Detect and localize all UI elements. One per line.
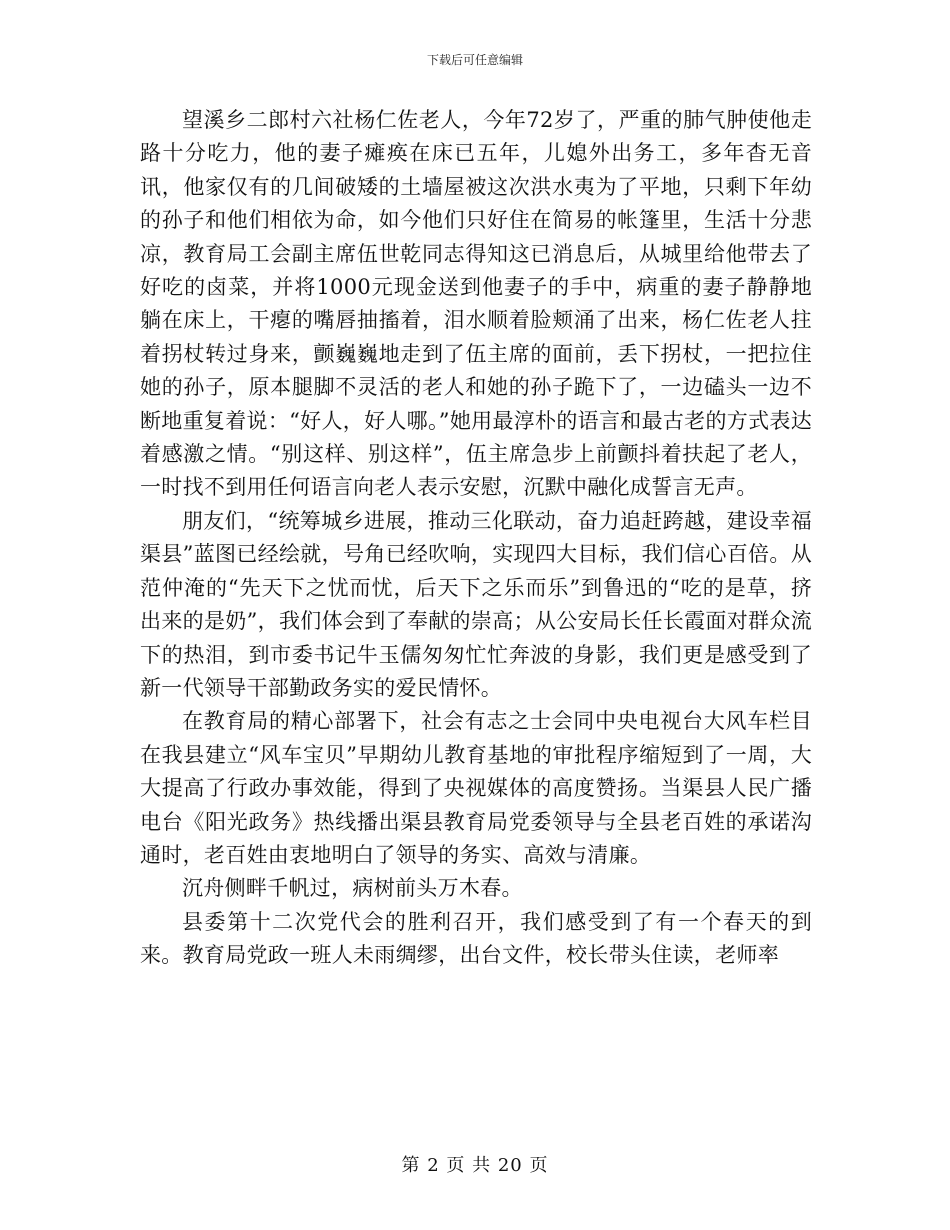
paragraph: 县委第十二次党代会的胜利召开，我们感受到了有一个春天的到来。教育局党政一班人未雨绸缪，出台文件，校长带头住读，老师率 [140, 909, 812, 968]
paragraph: 朋友们，“统筹城乡进展，推动三化联动，奋力追赶跨越，建设幸福渠县”蓝图已经绘就，号角已经吹响，实现四大目标，我们信心百倍。从范仲淹的“先天下之忧而忧，后天下之乐而乐”到鲁迅的“吃的是草，挤出来的是奶”，我们体会到了奉献的崇高；从公安局长任长霞面对群众流下的热泪，到市委书记牛玉儒匆匆忙忙奔波的身影，我们更是感受到了新一代领导干部勤政务实的爱民情怀。 [140, 508, 812, 700]
paragraph: 望溪乡二郎村六社杨仁佐老人，今年72岁了，严重的肺气肿使他走路十分吃力，他的妻子瘫痪在床已五年，儿媳外出务工，多年杳无音讯，他家仅有的几间破矮的土墙屋被这次洪水夷为了平地，只剩下年幼的孙子和他们相依为命，如今他们只好住在简易的帐篷里，生活十分悲凉，教育局工会副主席伍世乾同志得知这已消息后，从城里给他带去了好吃的卤菜，并将1000元现金送到他妻子的手中，病重的妻子静静地躺在床上，干瘪的嘴唇抽搐着，泪水顺着脸颊涌了出来，杨仁佐老人拄着拐杖转过身来，颤巍巍地走到了伍主席的面前，丢下拐杖，一把拉住她的孙子，原本腿脚不灵活的老人和她的孙子跪下了，一边磕头一边不断地重复着说：“好人，好人哪。”她用最淳朴的语言和最古老的方式表达着感激之情。“别这样、别这样”，伍主席急步上前颤抖着扶起了老人，一时找不到用任何语言向老人表示安慰，沉默中融化成誓言无声。 [140, 108, 812, 500]
paragraph: 沉舟侧畔千帆过，病树前头万木春。 [182, 876, 523, 901]
body-text [140, 104, 812, 973]
page-header: 下载后可任意编辑 [426, 53, 523, 67]
page-number-footer: 第 2 页 共 20 页 [401, 1155, 549, 1176]
paragraph: 在教育局的精心部署下，社会有志之士会同中央电视台大风车栏目在我县建立“风车宝贝”早期幼儿教育基地的审批程序缩短到了一周，大大提高了行政办事效能，得到了央视媒体的高度赞扬。当渠县人民广播电台《阳光政务》热线播出渠县教育局党委领导与全县老百姓的承诺沟通时，老百姓由衷地明白了领导的务实、高效与清廉。 [140, 709, 812, 867]
